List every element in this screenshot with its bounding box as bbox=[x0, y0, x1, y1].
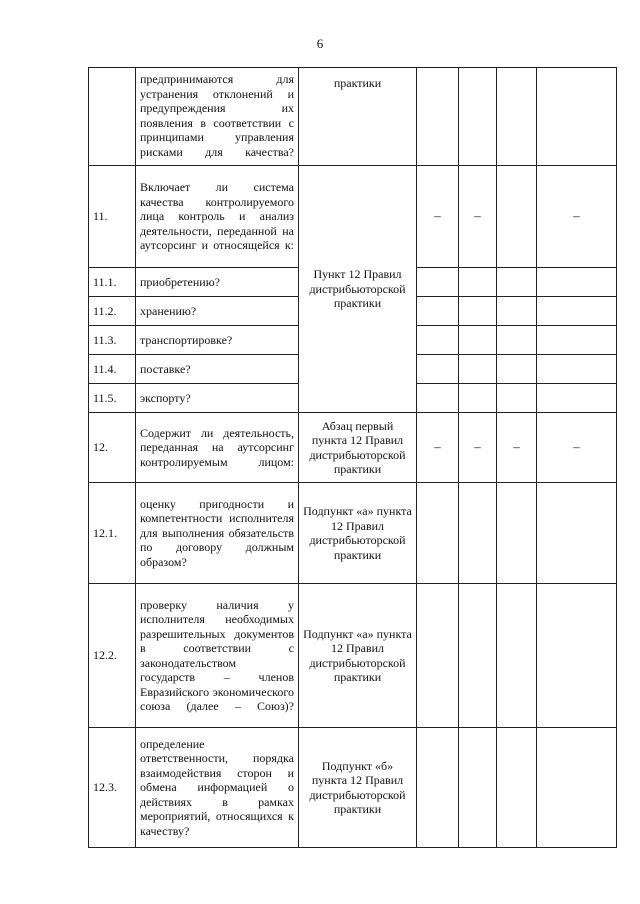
page-number: 6 bbox=[316, 36, 324, 51]
question-cell: предпринимаются для устранения отклонений и предупреждения их появления в соответствии с принципами управления рисками для качества? bbox=[136, 68, 299, 166]
answer-yes-cell bbox=[417, 68, 459, 166]
legal-reference-cell: Абзац первый пункта 12 Правил дистрибьюторской практики bbox=[299, 413, 417, 483]
answer-yes-cell bbox=[417, 166, 459, 268]
dash-mark: – bbox=[573, 439, 580, 455]
answer-no-cell bbox=[459, 326, 497, 355]
answer-no-cell bbox=[459, 384, 497, 413]
question-cell: Включает ли система качества контролируемого лица контроль и анализ деятельности, переданной на аутсорсинг и относящейся к: bbox=[136, 166, 299, 268]
table-row bbox=[89, 166, 617, 268]
answer-na-cell bbox=[497, 413, 537, 483]
answer-note-cell bbox=[537, 413, 617, 483]
row-number: 12. bbox=[89, 413, 136, 483]
answer-yes-cell bbox=[417, 297, 459, 326]
checklist-table bbox=[88, 67, 617, 848]
answer-na-cell bbox=[497, 728, 537, 848]
question-cell: экспорту? bbox=[136, 384, 299, 413]
legal-reference-cell bbox=[299, 166, 417, 413]
answer-no-cell bbox=[459, 584, 497, 728]
question-cell: приобретению? bbox=[136, 268, 299, 297]
dash-mark: – bbox=[474, 439, 481, 455]
answer-na-cell bbox=[497, 68, 537, 166]
answer-note-cell bbox=[537, 68, 617, 166]
question-cell: транспортировке? bbox=[136, 326, 299, 355]
answer-note-cell bbox=[537, 297, 617, 326]
answer-no-cell bbox=[459, 297, 497, 326]
table-row bbox=[89, 68, 617, 166]
row-number: 11.4. bbox=[89, 355, 136, 384]
answer-no-cell bbox=[459, 355, 497, 384]
dash-mark: – bbox=[434, 439, 441, 455]
question-cell: определение ответственности, порядка взаимодействия сторон и обмена информацией о действиях в рамках мероприятий, относящихся к качеству? bbox=[136, 728, 299, 848]
answer-note-cell bbox=[537, 268, 617, 297]
answer-na-cell bbox=[497, 297, 537, 326]
question-cell: поставке? bbox=[136, 355, 299, 384]
answer-yes-cell bbox=[417, 326, 459, 355]
legal-reference-text: Пункт 12 Правил дистрибьюторской практики bbox=[309, 267, 406, 311]
answer-na-cell bbox=[497, 355, 537, 384]
row-number: 12.1. bbox=[89, 483, 136, 584]
table-row bbox=[89, 413, 617, 483]
legal-reference-cell: Подпункт «а» пункта 12 Правил дистрибьюторской практики bbox=[299, 584, 417, 728]
row-number: 11. bbox=[89, 166, 136, 268]
answer-yes-cell bbox=[417, 728, 459, 848]
answer-yes-cell bbox=[417, 483, 459, 584]
row-number: 12.3. bbox=[89, 728, 136, 848]
table-row bbox=[89, 728, 617, 848]
row-number bbox=[89, 68, 136, 166]
answer-na-cell bbox=[497, 268, 537, 297]
table-row bbox=[89, 483, 617, 584]
answer-note-cell bbox=[537, 326, 617, 355]
answer-yes-cell bbox=[417, 355, 459, 384]
answer-na-cell bbox=[497, 483, 537, 584]
question-cell: хранению? bbox=[136, 297, 299, 326]
answer-note-cell bbox=[537, 483, 617, 584]
table-row bbox=[89, 584, 617, 728]
answer-na-cell bbox=[497, 326, 537, 355]
question-cell: Содержит ли деятельность, переданная на аутсорсинг контролируемым лицом: bbox=[136, 413, 299, 483]
question-cell: проверку наличия у исполнителя необходимых разрешительных документов в соответствии с законодательством государств – членов Евразийского экономического союза (далее – Союз)? bbox=[136, 584, 299, 728]
answer-na-cell bbox=[497, 166, 537, 268]
row-number: 11.5. bbox=[89, 384, 136, 413]
row-number: 11.3. bbox=[89, 326, 136, 355]
legal-reference-cell: Подпункт «а» пункта 12 Правил дистрибьюторской практики bbox=[299, 483, 417, 584]
answer-note-cell bbox=[537, 728, 617, 848]
legal-reference-cell: Подпункт «б» пункта 12 Правил дистрибьюторской практики bbox=[299, 728, 417, 848]
dash-mark: – bbox=[513, 439, 520, 455]
answer-yes-cell bbox=[417, 268, 459, 297]
answer-no-cell bbox=[459, 166, 497, 268]
answer-note-cell bbox=[537, 584, 617, 728]
answer-no-cell bbox=[459, 68, 497, 166]
answer-yes-cell bbox=[417, 584, 459, 728]
answer-note-cell bbox=[537, 384, 617, 413]
answer-no-cell bbox=[459, 483, 497, 584]
row-number: 11.2. bbox=[89, 297, 136, 326]
answer-no-cell bbox=[459, 413, 497, 483]
answer-no-cell bbox=[459, 728, 497, 848]
dash-mark: – bbox=[573, 208, 580, 224]
answer-yes-cell bbox=[417, 413, 459, 483]
answer-no-cell bbox=[459, 268, 497, 297]
answer-na-cell bbox=[497, 584, 537, 728]
dash-mark: – bbox=[474, 208, 481, 224]
row-number: 11.1. bbox=[89, 268, 136, 297]
answer-yes-cell bbox=[417, 384, 459, 413]
answer-note-cell bbox=[537, 166, 617, 268]
row-number: 12.2. bbox=[89, 584, 136, 728]
question-cell: оценку пригодности и компетентности исполнителя для выполнения обязательств по договору должным образом? bbox=[136, 483, 299, 584]
answer-na-cell bbox=[497, 384, 537, 413]
answer-note-cell bbox=[537, 355, 617, 384]
dash-mark: – bbox=[434, 208, 441, 224]
legal-reference-cell: практики bbox=[299, 68, 417, 166]
